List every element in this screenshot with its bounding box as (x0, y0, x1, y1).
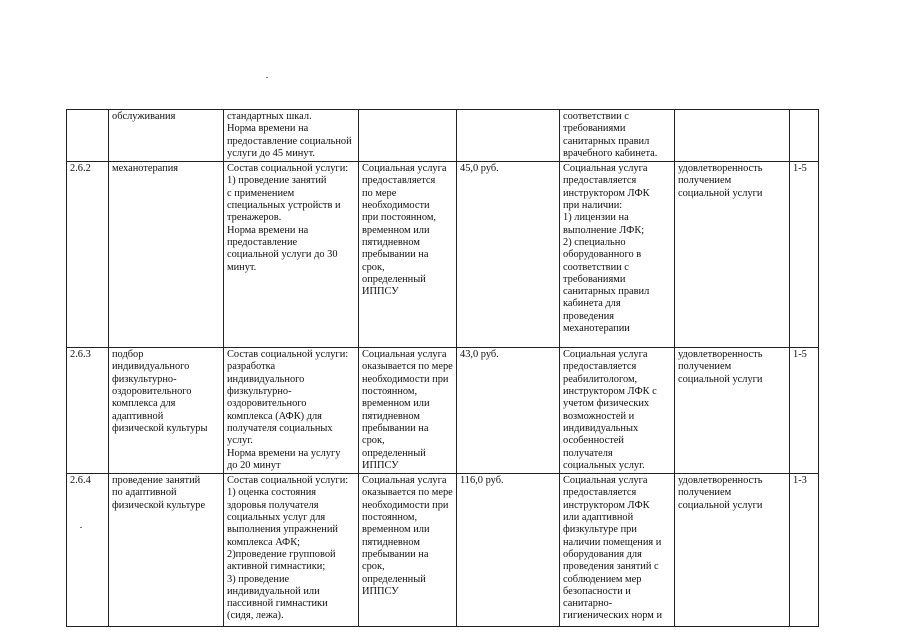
service-tariff (457, 110, 560, 162)
table-row (67, 474, 819, 627)
quality-indicator: удовлетворенность получением социальной услуги (675, 162, 790, 348)
table-row (67, 162, 819, 348)
service-conditions: Социальная услуга оказывается по мере необходимости при постоянном, временном или пятидневном пребывании на срок, определенный ИППСУ (359, 474, 457, 627)
quality-score: 1-5 (790, 162, 819, 348)
service-conditions: Социальная услуга предоставляется по мере необходимости при постоянном, временном или пятидневном пребывании на срок, определенный ИППСУ (359, 162, 457, 348)
service-provider: Социальная услуга предоставляется инструктором ЛФК при наличии: 1) лицензии на выполнение ЛФК; 2) специально оборудованного в соответствии с требованиями санитарных правил кабинета для проведения механотерапии (560, 162, 675, 348)
quality-indicator: удовлетворенность получением социальной услуги (675, 348, 790, 474)
table-row (67, 110, 819, 162)
service-provider: Социальная услуга предоставляется реабилитологом, инструктором ЛФК с учетом физических возможностей и индивидуальных особенностей получателя социальных услуг. (560, 348, 675, 474)
service-name: обслуживания (109, 110, 224, 162)
scan-speck (266, 77, 268, 78)
service-composition: стандартных шкал. Норма времени на предоставление социальной услуги до 45 минут. (224, 110, 359, 162)
services-table (66, 109, 819, 627)
service-name: проведение занятий по адаптивной физической культуре (109, 474, 224, 627)
item-number: 2.6.3 (67, 348, 109, 474)
service-conditions: Социальная услуга оказывается по мере необходимости при постоянном, временном или пятидневном пребывании на срок, определенный ИППСУ (359, 348, 457, 474)
service-provider: Социальная услуга предоставляется инструктором ЛФК или адаптивной физкультуре при наличии помещения и оборудования для проведения занятий с соблюдением мер безопасности и санитарно- гигиенических норм и (560, 474, 675, 627)
service-provider: соответствии с требованиями санитарных правил врачебного кабинета. (560, 110, 675, 162)
quality-score: 1-3 (790, 474, 819, 627)
quality-indicator: удовлетворенность получением социальной услуги (675, 474, 790, 627)
item-number: 2.6.4 (67, 474, 109, 627)
service-name: механотерапия (109, 162, 224, 348)
service-composition: Состав социальной услуги: 1) проведение занятий с применением специальных устройств и тренажеров. Норма времени на предоставление социальной услуги до 30 минут. (224, 162, 359, 348)
service-tariff: 43,0 руб. (457, 348, 560, 474)
item-number (67, 110, 109, 162)
table-row (67, 348, 819, 474)
service-name: подбор индивидуального физкультурно- оздоровительного комплекса для адаптивной физической культуры (109, 348, 224, 474)
service-composition: Состав социальной услуги: разработка индивидуального физкультурно- оздоровительного комплекса (АФК) для получателя социальных услуг. Норма времени на услугу до 20 минут (224, 348, 359, 474)
service-tariff: 116,0 руб. (457, 474, 560, 627)
service-tariff: 45,0 руб. (457, 162, 560, 348)
item-number: 2.6.2 (67, 162, 109, 348)
quality-score (790, 110, 819, 162)
quality-score: 1-5 (790, 348, 819, 474)
service-composition: Состав социальной услуги: 1) оценка состояния здоровья получателя социальных услуг для выполнения упражнений комплекса АФК; 2)проведение групповой активной гимнастики; 3) проведение индивидуальной или пассивной гимнастики (сидя, лежа). (224, 474, 359, 627)
quality-indicator (675, 110, 790, 162)
service-conditions (359, 110, 457, 162)
